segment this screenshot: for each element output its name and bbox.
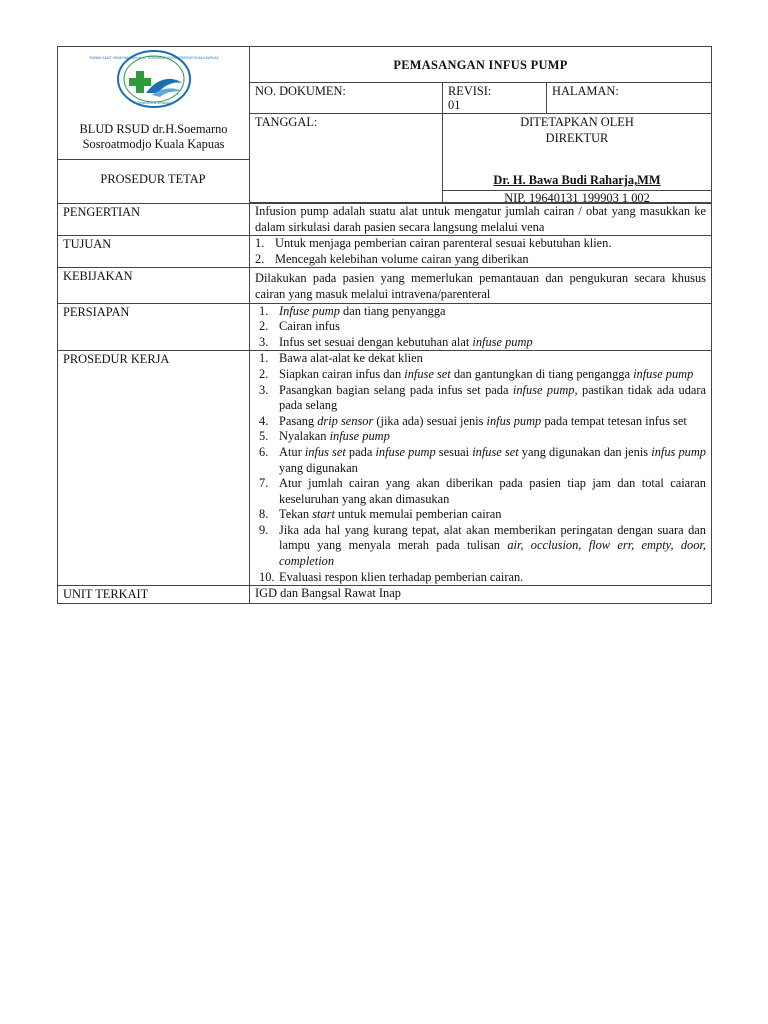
logo-bottom-text: Sejahtera & Amanah <box>136 101 171 105</box>
prosedur-kerja-label: PROSEDUR KERJA <box>58 351 250 586</box>
document-meta-row <box>250 83 712 114</box>
doc-number-label: NO. DOKUMEN: <box>250 83 443 113</box>
list-item: 6. Atur infus set pada infuse pump sesuai infuse set yang digunakan dan jenis infus pump yang digunakan <box>259 444 706 475</box>
persiapan-label: PERSIAPAN <box>58 303 250 351</box>
pengertian-text: Infusion pump adalah suatu alat untuk mengatur jumlah cairan / obat yang masukkan ke dalam sirkulasi darah pasien secara langsung melalui vena <box>250 204 712 236</box>
persiapan-list <box>255 304 706 351</box>
tujuan-label: TUJUAN <box>58 236 250 268</box>
protap-text: PROSEDUR TETAP <box>100 172 206 186</box>
approval-row <box>250 114 712 203</box>
prosedur-kerja-cell <box>250 351 712 586</box>
halaman-label: HALAMAN: <box>552 84 619 98</box>
kebijakan-text: Dilakukan pada pasien yang memerlukan pemantauan dan pengukuran secara khusus cairan yang masuk melalui intravena/parenteral <box>250 268 712 303</box>
list-item: 3. Pasangkan bagian selang pada infus set pada infuse pump, pastikan tidak ada udara pada selang <box>259 382 707 413</box>
prosedur-kerja-list <box>255 351 706 585</box>
logo-top-text: RUMAH SAKIT UMUM DAERAH dr. H. SOEMARNO SOSROATMODJO KUALA KAPUAS <box>88 56 219 60</box>
list-item: 1. Untuk menjaga pemberian cairan parenteral sesuai kebutuhan klien. <box>255 236 612 251</box>
protap-label <box>57 159 249 206</box>
director-name: Dr. H. Bawa Budi Raharja,MM <box>493 173 661 188</box>
list-item: 10. Evaluasi respon klien terhadap pemberian cairan. <box>259 569 524 584</box>
list-item: 2. Siapkan cairan infus dan infuse set dan gantungkan di tiang pengangga infuse pump <box>259 366 694 381</box>
hospital-logo <box>88 49 219 109</box>
list-item: 3. Infus set sesuai dengan kebutuhan alat infuse pump <box>259 334 533 349</box>
list-item: 7. Atur jumlah cairan yang akan diberikan pada pasien tiap jam dan total caiaran keseluruhan yang akan dimasukan <box>259 476 706 506</box>
hospital-name <box>63 122 244 152</box>
unit-terkait-text: IGD dan Bangsal Rawat Inap <box>250 586 712 604</box>
list-item: 1. Bawa alat-alat ke dekat klien <box>259 351 423 366</box>
list-item: 5. Nyalakan infuse pump <box>259 429 390 444</box>
hospital-name-line2: Sosroatmodjo Kuala Kapuas <box>82 136 225 151</box>
pengertian-label: PENGERTIAN <box>58 204 250 236</box>
director-nip: NIP. 19640131 199903 1 002 <box>443 190 711 207</box>
kebijakan-label: KEBIJAKAN <box>58 268 250 303</box>
list-item: 4. Pasang drip sensor (jika ada) sesuai jenis infus pump pada tempat tetesan infus set <box>259 413 687 428</box>
approval-cell <box>443 114 711 205</box>
list-item: 1. Infuse pump dan tiang penyangga <box>259 303 446 318</box>
list-item: 2. Mencegah kelebihan volume cairan yang diberikan <box>255 251 529 266</box>
revisi-value: 01 <box>448 98 461 112</box>
ditetapkan-line2: DIREKTUR <box>545 130 609 145</box>
revisi-label: REVISI: <box>448 84 492 98</box>
sop-table <box>57 46 712 604</box>
revisi-cell <box>443 83 547 113</box>
tanggal-label: TANGGAL: <box>250 114 443 202</box>
tujuan-cell <box>250 236 712 268</box>
hospital-name-line1: BLUD RSUD dr.H.Soemarno <box>79 121 228 136</box>
unit-terkait-label: UNIT TERKAIT <box>58 586 250 604</box>
sop-document <box>57 46 711 604</box>
ditetapkan-line1: DITETAPKAN OLEH <box>520 115 634 129</box>
list-item: 8. Tekan start untuk memulai pemberian cairan <box>259 507 502 522</box>
tujuan-list <box>255 236 706 267</box>
list-item: 9. Jika ada hal yang kurang tepat, alat akan memberikan peringatan dengan suara dan lampu yang menyala merah pada tulisan air, occlusion, flow err, empty, door, completion <box>259 522 706 569</box>
list-item: 2. Cairan infus <box>259 319 340 334</box>
persiapan-cell <box>250 303 712 351</box>
document-title: PEMASANGAN INFUS PUMP <box>250 47 712 83</box>
